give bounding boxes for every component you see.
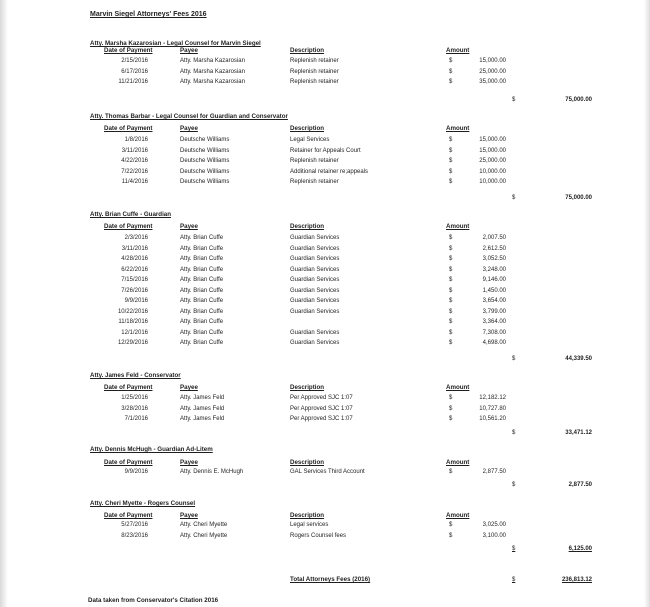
amount-dollar-sign: $ (449, 405, 453, 412)
amount-dollar-sign: $ (449, 147, 453, 154)
payment-date: 7/26/2016 (121, 287, 148, 294)
section-total-dollar-sign: $ (512, 356, 516, 362)
payment-description: Additional retainer re;appeals (290, 168, 369, 175)
section-heading: Atty. Dennis McHugh - Guardian Ad-Litem (90, 446, 213, 453)
col-header-amount: Amount (446, 125, 470, 132)
payment-date: 12/1/2016 (121, 329, 148, 336)
amount-dollar-sign: $ (449, 329, 453, 336)
payee: Deutsche Williams (180, 137, 230, 143)
payment-amount: 9,146.00 (482, 277, 506, 283)
payment-description: Guardian Services (290, 298, 340, 304)
payment-amount: 4,698.00 (482, 340, 506, 346)
col-header-payee: Payee (180, 384, 198, 391)
payment-date: 12/29/2016 (117, 340, 148, 346)
payee: Atty. Dennis E. McHugh (180, 469, 244, 475)
col-header-date: Date of Payment (104, 125, 153, 132)
payee: Deutsche Williams (180, 179, 230, 185)
col-header-date: Date of Payment (104, 223, 153, 230)
payee: Atty. Marsha Kazarosian (180, 68, 245, 75)
payment-date: 10/22/2016 (117, 308, 148, 315)
payment-amount: 10,727.80 (479, 405, 506, 412)
payment-description: Legal Services (290, 137, 330, 143)
payment-description: Guardian Services (290, 266, 340, 273)
amount-dollar-sign: $ (449, 179, 453, 185)
amount-dollar-sign: $ (449, 266, 453, 273)
payment-amount: 2,007.50 (482, 235, 506, 241)
payment-date: 2/15/2016 (121, 58, 148, 64)
section-total-dollar-sign: $ (512, 195, 516, 201)
payment-amount: 2,612.50 (482, 245, 506, 252)
payment-description: Guardian Services (290, 245, 340, 252)
payment-description: Guardian Services (290, 287, 340, 294)
payment-amount: 10,000.00 (479, 168, 506, 175)
payment-amount: 10,000.00 (479, 179, 506, 185)
section-total-amount: 75,000.00 (565, 97, 592, 103)
payee: Deutsche Williams (180, 158, 230, 164)
grand-total-amount: 236,813.12 (561, 577, 592, 583)
col-header-amount: Amount (446, 512, 470, 519)
payee: Atty. Brian Cuffe (180, 277, 224, 283)
payment-date: 11/4/2016 (121, 179, 148, 185)
col-header-amount: Amount (446, 47, 470, 54)
col-header-date: Date of Payment (104, 384, 153, 391)
payment-amount: 3,799.00 (482, 308, 506, 315)
section-total-amount: 75,000.00 (565, 195, 592, 201)
payment-date: 3/11/2016 (121, 245, 148, 252)
amount-dollar-sign: $ (449, 158, 453, 164)
section-total-amount: 33,471.12 (565, 430, 592, 436)
page-edge-right (644, 0, 650, 607)
col-header-description: Description (290, 512, 325, 519)
col-header-description: Description (290, 459, 325, 466)
payee: Atty. Brian Cuffe (180, 245, 224, 252)
payee: Atty. Brian Cuffe (180, 266, 224, 273)
grand-total-dollar-sign: $ (512, 577, 516, 583)
amount-dollar-sign: $ (449, 58, 453, 64)
amount-dollar-sign: $ (449, 277, 453, 283)
payee: Deutsche Williams (180, 168, 230, 175)
payment-description: Guardian Services (290, 329, 340, 336)
payee: Deutsche Williams (180, 147, 230, 154)
payment-date: 9/9/2016 (124, 298, 148, 304)
payee: Atty. James Feld (180, 405, 225, 412)
amount-dollar-sign: $ (449, 416, 453, 422)
amount-dollar-sign: $ (449, 245, 453, 252)
payment-description: Retainer for Appeals Court (290, 147, 361, 154)
payment-date: 7/22/2016 (121, 168, 148, 175)
payment-date: 1/8/2016 (124, 137, 148, 143)
payment-amount: 3,025.00 (482, 522, 506, 528)
payee: Atty. Brian Cuffe (180, 308, 224, 315)
amount-dollar-sign: $ (449, 308, 453, 315)
payee: Atty. Brian Cuffe (180, 235, 224, 241)
payment-amount: 15,000.00 (479, 137, 506, 143)
amount-dollar-sign: $ (449, 68, 453, 75)
amount-dollar-sign: $ (449, 469, 453, 475)
col-header-payee: Payee (180, 47, 198, 54)
amount-dollar-sign: $ (449, 79, 453, 85)
payment-amount: 3,100.00 (482, 532, 506, 539)
col-header-payee: Payee (180, 125, 198, 132)
section-total-dollar-sign: $ (512, 546, 516, 552)
payment-date: 5/27/2016 (121, 522, 148, 528)
col-header-amount: Amount (446, 223, 470, 230)
col-header-payee: Payee (180, 512, 198, 519)
payee: Atty. Brian Cuffe (180, 340, 224, 346)
payment-description: Replenish retainer (290, 79, 339, 85)
payment-date: 6/17/2016 (121, 68, 148, 75)
col-header-description: Description (290, 384, 325, 391)
payee: Atty. Brian Cuffe (180, 319, 224, 325)
amount-dollar-sign: $ (449, 395, 453, 401)
section-heading: Atty. Marsha Kazarosian - Legal Counsel for Marvin Siegel (90, 40, 261, 47)
amount-dollar-sign: $ (449, 340, 453, 346)
section-total-amount: 6,125.00 (568, 546, 592, 552)
grand-total-label: Total Attorneys Fees (2016) (290, 576, 371, 583)
payment-date: 9/9/2016 (124, 469, 148, 475)
payment-amount: 3,364.00 (482, 319, 506, 325)
payee: Atty. James Feld (180, 395, 225, 401)
section-heading: Atty. Cheri Myette - Rogers Counsel (90, 500, 196, 507)
col-header-date: Date of Payment (104, 459, 153, 466)
payment-amount: 2,877.50 (482, 469, 506, 475)
document-title: Marvin Siegel Attorneys' Fees 2016 (90, 11, 207, 18)
payment-description: Per Approved SJC 1:07 (290, 416, 353, 422)
payment-date: 11/18/2016 (118, 319, 148, 325)
section-heading: Atty. James Feld - Conservator (90, 372, 181, 379)
section-total-dollar-sign: $ (512, 97, 516, 103)
amount-dollar-sign: $ (449, 168, 453, 175)
amount-dollar-sign: $ (449, 287, 453, 294)
payment-description: Guardian Services (290, 277, 340, 283)
payment-description: Per Approved SJC 1:07 (290, 405, 353, 412)
payment-description: Per Approved SJC 1:07 (290, 395, 353, 401)
amount-dollar-sign: $ (449, 235, 453, 241)
payee: Atty. Brian Cuffe (180, 256, 224, 262)
payment-amount: 3,654.00 (482, 298, 506, 304)
payment-date: 7/15/2016 (121, 277, 148, 283)
payment-date: 11/21/2016 (118, 79, 148, 85)
section-total-amount: 2,877.50 (568, 482, 592, 488)
amount-dollar-sign: $ (449, 298, 453, 304)
section-heading: Atty. Thomas Barbar - Legal Counsel for Guardian and Conservator (90, 113, 288, 120)
payee: Atty. Cheri Myette (180, 522, 228, 528)
payment-date: 4/22/2016 (121, 158, 148, 164)
payment-description: Rogers Counsel fees (290, 532, 347, 539)
payment-amount: 3,052.50 (482, 256, 506, 262)
col-header-description: Description (290, 47, 325, 54)
payee: Atty. Brian Cuffe (180, 298, 224, 304)
payment-description: GAL Services Third Account (290, 469, 365, 475)
payment-description: Replenish retainer (290, 68, 339, 75)
amount-dollar-sign: $ (449, 256, 453, 262)
payment-description: Guardian Services (290, 308, 340, 315)
payment-amount: 3,248.00 (482, 266, 506, 273)
payment-description: Guardian Services (290, 340, 340, 346)
payment-amount: 25,000.00 (479, 158, 506, 164)
col-header-payee: Payee (180, 223, 198, 230)
amount-dollar-sign: $ (449, 137, 453, 143)
payment-date: 8/23/2016 (121, 532, 148, 539)
section-total-amount: 44,339.50 (565, 356, 592, 362)
payment-date: 1/25/2016 (121, 395, 148, 401)
payment-date: 4/28/2016 (121, 256, 148, 262)
col-header-description: Description (290, 125, 325, 132)
payee: Atty. Marsha Kazarosian (180, 58, 245, 64)
col-header-date: Date of Payment (104, 47, 153, 54)
payment-description: Legal services (290, 522, 329, 528)
payee: Atty. Marsha Kazarosian (180, 79, 245, 85)
payment-date: 3/11/2016 (121, 147, 148, 154)
payment-amount: 35,000.00 (479, 79, 506, 85)
payee: Atty. Brian Cuffe (180, 287, 224, 294)
section-total-dollar-sign: $ (512, 482, 516, 488)
payment-date: 6/22/2016 (121, 266, 148, 273)
col-header-payee: Payee (180, 459, 198, 466)
payment-amount: 1,450.00 (482, 287, 506, 294)
amount-dollar-sign: $ (449, 319, 453, 325)
payee: Atty. Cheri Myette (180, 532, 228, 539)
footer-note: Data taken from Conservator's Citation 2016 (88, 597, 219, 604)
payment-description: Replenish retainer (290, 158, 339, 164)
section-total-dollar-sign: $ (512, 430, 516, 436)
payment-amount: 7,308.00 (482, 329, 506, 336)
payment-amount: 25,000.00 (479, 68, 506, 75)
col-header-description: Description (290, 223, 325, 230)
payment-description: Guardian Services (290, 235, 340, 241)
payee: Atty. Brian Cuffe (180, 329, 224, 336)
payment-amount: 15,000.00 (479, 58, 506, 64)
page-edge-left (0, 0, 8, 607)
payment-amount: 10,561.20 (479, 416, 506, 422)
payee: Atty. James Feld (180, 416, 225, 422)
payment-description: Guardian Services (290, 256, 340, 262)
payment-description: Replenish retainer (290, 58, 339, 64)
payment-amount: 12,182.12 (479, 395, 506, 401)
payment-description: Replenish retainer (290, 179, 339, 185)
section-heading: Atty. Brian Cuffe - Guardian (90, 211, 172, 218)
payment-amount: 15,000.00 (479, 147, 506, 154)
payment-date: 2/3/2016 (124, 235, 148, 241)
col-header-date: Date of Payment (104, 512, 153, 519)
amount-dollar-sign: $ (449, 522, 453, 528)
col-header-amount: Amount (446, 384, 470, 391)
col-header-amount: Amount (446, 459, 470, 466)
amount-dollar-sign: $ (449, 532, 453, 539)
payment-date: 3/28/2016 (121, 405, 148, 412)
payment-date: 7/1/2016 (124, 416, 148, 422)
